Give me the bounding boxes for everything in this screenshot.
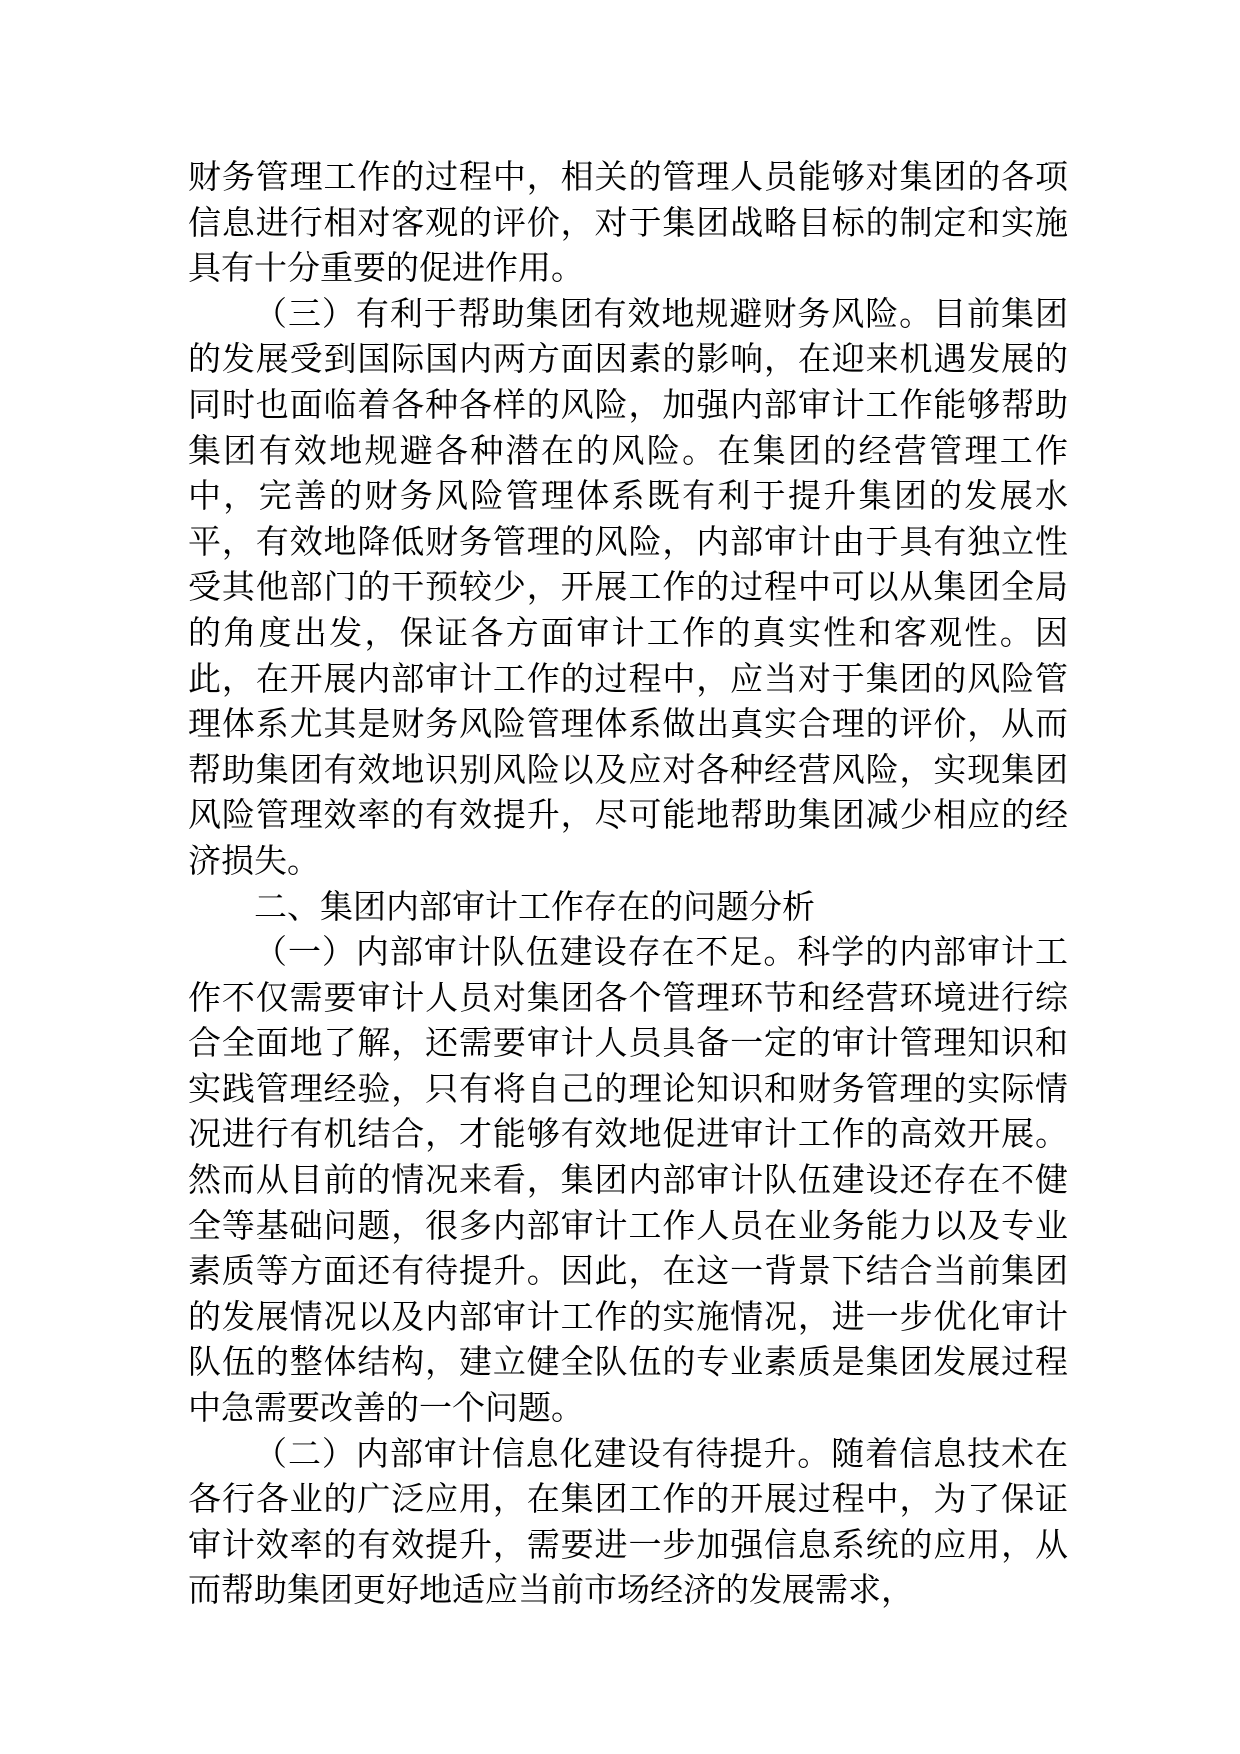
- section-heading-problem-analysis: 二、集团内部审计工作存在的问题分析: [254, 886, 815, 926]
- paragraph-continuation: 财务管理工作的过程中，相关的管理人员能够对集团的各项信息进行相对客观的评价，对于集团战略目标的制定和实施具有十分重要的促进作用。: [188, 157, 1068, 288]
- paragraph-section-two-informatization: （二）内部审计信息化建设有待提升。随着信息技术在各行各业的广泛应用，在集团工作的开展过程中，为了保证审计效率的有效提升，需要进一步加强信息系统的应用，从而帮助集团更好地适应当前市场经济的发展需求，: [188, 1433, 1068, 1610]
- paragraph-section-three-risk: （三）有利于帮助集团有效地规避财务风险。目前集团的发展受到国际国内两方面因素的影响，在迎来机遇发展的同时也面临着各种各样的风险，加强内部审计工作能够帮助集团有效地规避各种潜在的风险。在集团的经营管理工作中，完善的财务风险管理体系既有利于提升集团的发展水平，有效地降低财务管理的风险，内部审计由于具有独立性受其他部门的干预较少，开展工作的过程中可以从集团全局的角度出发，保证各方面审计工作的真实性和客观性。因此，在开展内部审计工作的过程中，应当对于集团的风险管理体系尤其是财务风险管理体系做出真实合理的评价，从而帮助集团有效地识别风险以及应对各种经营风险，实现集团风险管理效率的有效提升，尽可能地帮助集团减少相应的经济损失。: [188, 293, 1068, 880]
- paragraph-section-one-team: （一）内部审计队伍建设存在不足。科学的内部审计工作不仅需要审计人员对集团各个管理环节和经营环境进行综合全面地了解，还需要审计人员具备一定的审计管理知识和实践管理经验，只有将自己的理论知识和财务管理的实际情况进行有机结合，才能够有效地促进审计工作的高效开展。然而从目前的情况来看，集团内部审计队伍建设还存在不健全等基础问题，很多内部审计工作人员在业务能力以及专业素质等方面还有待提升。因此，在这一背景下结合当前集团的发展情况以及内部审计工作的实施情况，进一步优化审计队伍的整体结构，建立健全队伍的专业素质是集团发展过程中急需要改善的一个问题。: [188, 932, 1068, 1428]
- document-body: [188, 154, 1068, 1613]
